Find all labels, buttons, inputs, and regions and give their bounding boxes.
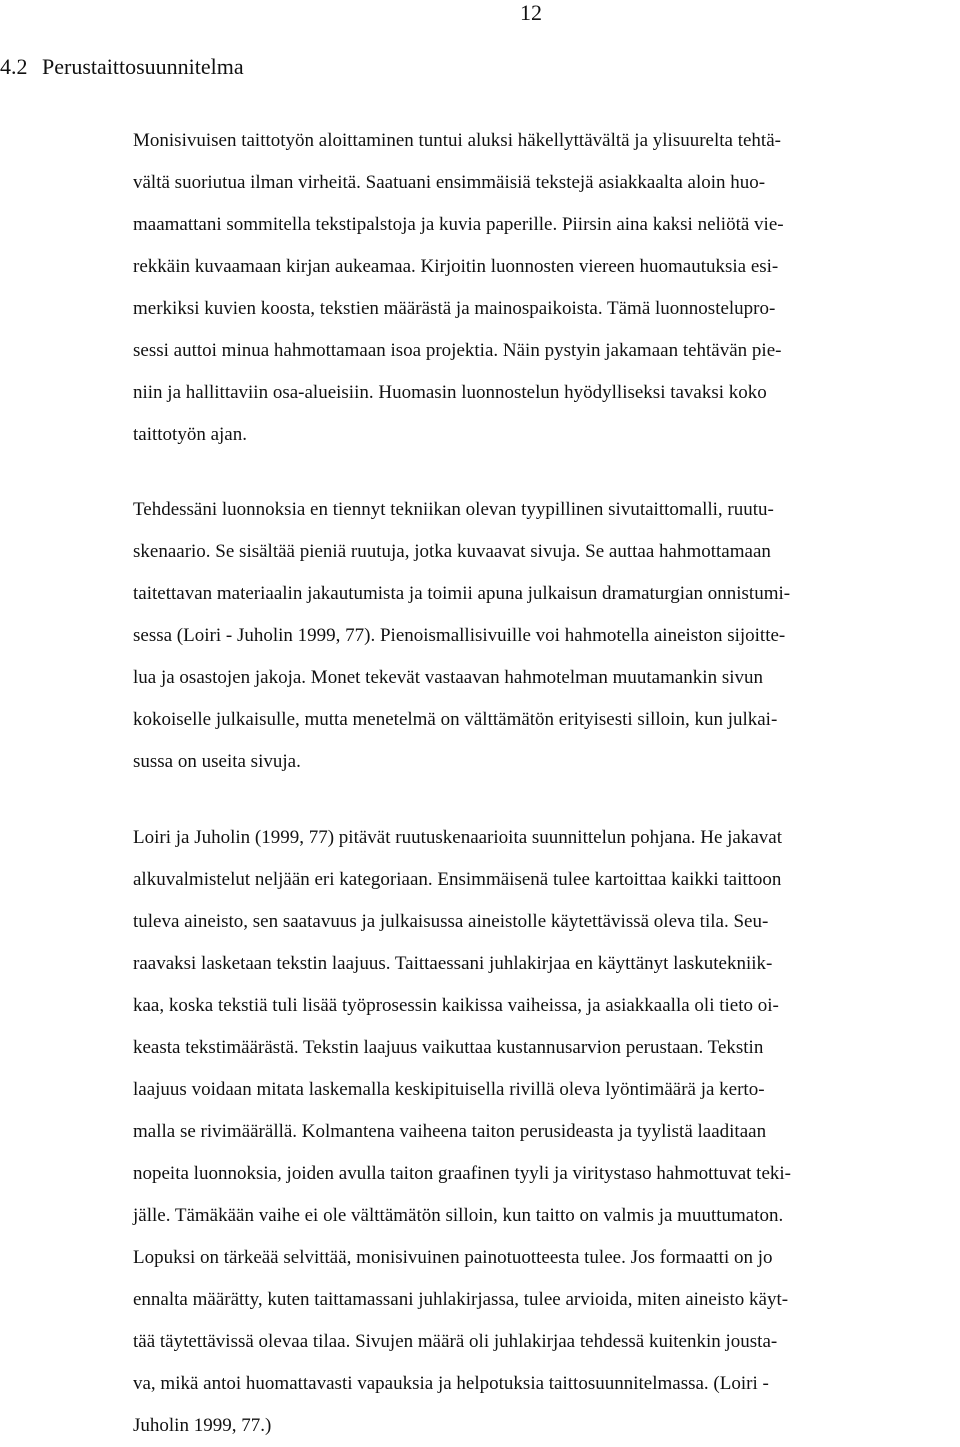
text-line: maamattani sommitella tekstipalstoja ja kuvia paperille. Piirsin aina kaksi neliötä vie-	[133, 214, 784, 235]
text-line: nopeita luonnoksia, joiden avulla taiton graafinen tyyli ja viritystaso hahmottuvat teki-	[133, 1163, 791, 1184]
text-line: Tehdessäni luonnoksia en tiennyt tekniikan olevan tyypillinen sivutaittomalli, ruutu-	[133, 499, 774, 520]
text-line: sussa on useita sivuja.	[133, 751, 301, 772]
text-line: tuleva aineisto, sen saatavuus ja julkaisussa aineistolle käytettävissä oleva tila. Seu-	[133, 911, 769, 932]
paragraph-2	[133, 489, 790, 783]
section-heading	[0, 54, 244, 80]
text-line: alkuvalmistelut neljään eri kategoriaan. Ensimmäisenä tulee kartoittaa kaikki taittoon	[133, 869, 782, 890]
text-line: taittotyön ajan.	[133, 424, 247, 445]
section-title: Perustaittosuunnitelma	[42, 54, 244, 79]
text-line: merkiksi kuvien koosta, tekstien määrästä ja mainospaikoista. Tämä luonnostelupro-	[133, 298, 776, 319]
text-line: jälle. Tämäkään vaihe ei ole välttämätön silloin, kun taitto on valmis ja muuttumaton.	[133, 1205, 784, 1226]
text-line: raavaksi lasketaan tekstin laajuus. Taittaessani juhlakirjaa en käyttänyt laskutekniik-	[133, 953, 773, 974]
text-line: va, mikä antoi huomattavasti vapauksia ja helpotuksia taittosuunnitelmassa. (Loiri -	[133, 1373, 769, 1394]
text-line: niin ja hallittaviin osa-alueisiin. Huomasin luonnostelun hyödylliseksi tavaksi koko	[133, 382, 767, 403]
text-line: laajuus voidaan mitata laskemalla keskipituisella rivillä oleva lyöntimäärä ja kerto-	[133, 1079, 765, 1100]
section-number: 4.2	[0, 54, 28, 79]
text-line: Monisivuisen taittotyön aloittaminen tuntui aluksi häkellyttävältä ja ylisuurelta tehtä-	[133, 130, 781, 151]
text-line: kokoiselle julkaisulle, mutta menetelmä on välttämätön erityisesti silloin, kun julkai-	[133, 709, 778, 730]
text-line: rekkäin kuvaamaan kirjan aukeamaa. Kirjoitin luonnosten viereen huomautuksia esi-	[133, 256, 779, 277]
text-line: skenaario. Se sisältää pieniä ruutuja, jotka kuvaavat sivuja. Se auttaa hahmottamaan	[133, 541, 771, 562]
text-line: ennalta määrätty, kuten taittamassani juhlakirjassa, tulee arvioida, miten aineisto käyt-	[133, 1289, 789, 1310]
text-line: sessi auttoi minua hahmottamaan isoa projektia. Näin pystyin jakamaan tehtävän pie-	[133, 340, 782, 361]
text-line: kaa, koska tekstiä tuli lisää työprosessin kaikissa vaiheissa, ja asiakkaalla oli tieto oi-	[133, 995, 779, 1016]
text-line: Loiri ja Juholin (1999, 77) pitävät ruutuskenaarioita suunnittelun pohjana. He jakavat	[133, 827, 783, 848]
text-line: lua ja osastojen jakoja. Monet tekevät vastaavan hahmotelman muutamankin sivun	[133, 667, 763, 688]
text-line: Juholin 1999, 77.)	[133, 1415, 272, 1436]
text-line: malla se rivimäärällä. Kolmantena vaiheena taiton perusideasta ja tyylistä laaditaan	[133, 1121, 767, 1142]
text-line: tää täytettävissä olevaa tilaa. Sivujen määrä oli juhlakirjaa tehdessä kuitenkin jousta-	[133, 1331, 778, 1352]
page-number: 12	[520, 0, 542, 25]
text-line: Lopuksi on tärkeää selvittää, monisivuinen painotuotteesta tulee. Jos formaatti on jo	[133, 1247, 773, 1268]
text-line: taitettavan materiaalin jakautumista ja toimii apuna julkaisun dramaturgian onnistumi-	[133, 583, 791, 604]
text-line: keasta tekstimäärästä. Tekstin laajuus vaikuttaa kustannusarvion perustaan. Tekstin	[133, 1037, 764, 1058]
text-line: vältä suoriutua ilman virheitä. Saatuani ensimmäisiä tekstejä asiakkaalta aloin huo-	[133, 172, 766, 193]
paragraph-3	[133, 817, 791, 1447]
paragraph-1	[133, 120, 784, 456]
text-line: sessa (Loiri - Juholin 1999, 77). Pienoismallisivuille voi hahmotella aineiston sijoitte-	[133, 625, 786, 646]
